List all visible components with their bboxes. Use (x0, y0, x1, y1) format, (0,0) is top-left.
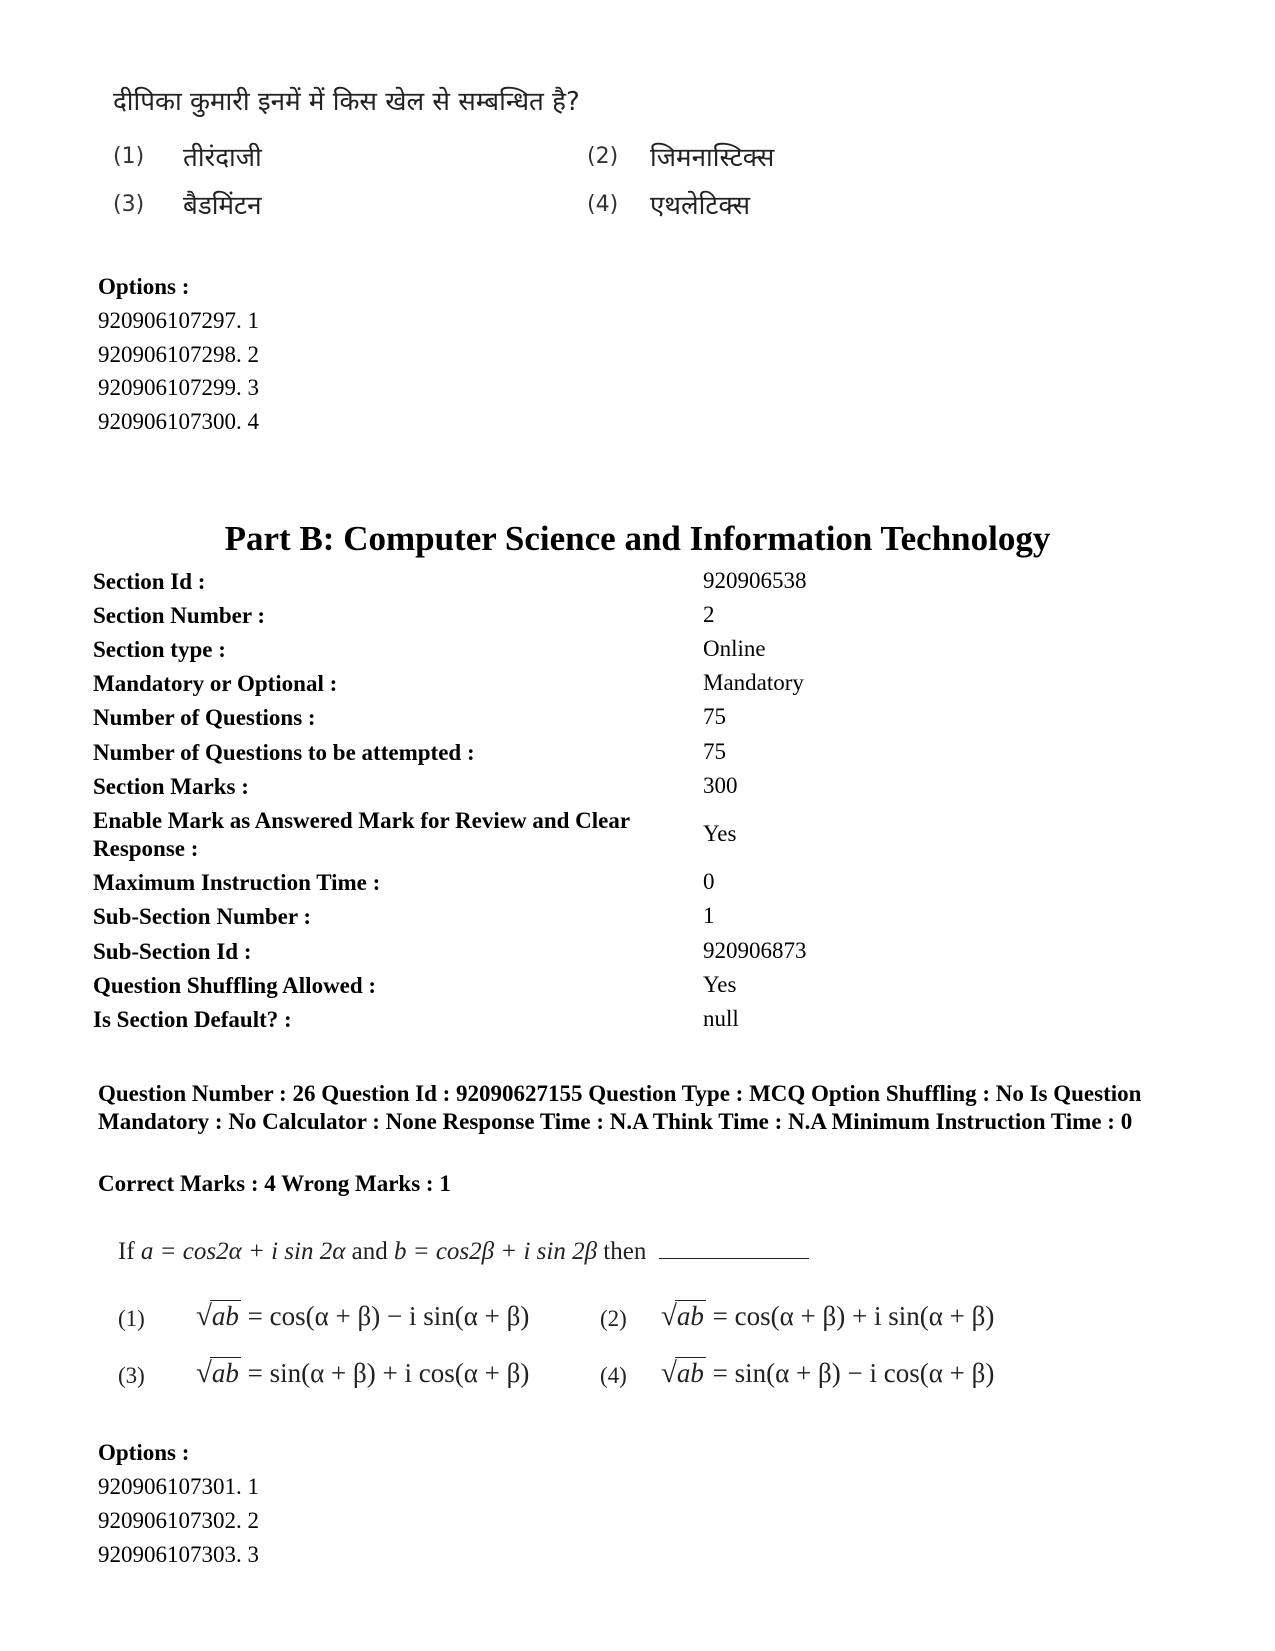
math-choice-rhs: = sin(α + β) − i cos(α + β) (712, 1358, 995, 1388)
math-question (118, 1238, 809, 1266)
choice-number: (1) (113, 144, 145, 169)
math-question-suffix: then (603, 1238, 647, 1265)
option-item: 920906107302. 2 (98, 1508, 259, 1533)
option-item: 920906107300. 4 (98, 409, 259, 434)
section-info-key: Sub-Section Number : (93, 904, 312, 929)
section-info-value: 920906538 (703, 568, 807, 593)
section-info-key: Sub-Section Id : (93, 939, 252, 964)
math-choice (196, 1357, 529, 1390)
question-meta: Question Number : 26 Question Id : 92090627155 Question Type : MCQ Option Shuffling : No Is Question Mandatory : No Calculator : None Response Time : N.A Think Time : N.A Minimum Instruction Time : 0 (98, 1081, 1142, 1134)
options-label: Options : (98, 274, 190, 299)
section-info-key: Number of Questions : (93, 705, 316, 730)
choice-text: बैडमिंटन (183, 191, 262, 221)
section-info-value: Mandatory (703, 670, 804, 695)
radicand: ab (211, 1358, 239, 1388)
math-choice-number: (4) (600, 1363, 627, 1388)
radicand: ab (676, 1358, 704, 1388)
math-choice (661, 1300, 994, 1333)
math-choice-rhs: = cos(α + β) + i sin(α + β) (712, 1301, 995, 1331)
radicand: ab (211, 1301, 239, 1331)
choice-text: एथलेटिक्स (650, 191, 751, 221)
math-choice-rhs: = sin(α + β) + i cos(α + β) (247, 1358, 530, 1388)
radical-icon: √ (661, 1300, 677, 1332)
section-info-key: Enable Mark as Answered Mark for Review and Clear Response : (93, 808, 630, 861)
math-choice (661, 1357, 994, 1390)
section-info-value: Yes (703, 821, 737, 846)
option-item: 920906107303. 3 (98, 1542, 259, 1567)
choice-number: (3) (113, 192, 145, 217)
radicand: ab (676, 1301, 704, 1331)
choice-text: तीरंदाजी (183, 143, 262, 173)
section-info-key: Section Marks : (93, 774, 249, 799)
section-info-value: null (703, 1006, 739, 1031)
section-info-value: 920906873 (703, 938, 807, 963)
option-item: 920906107301. 1 (98, 1474, 259, 1499)
math-choice-number: (2) (600, 1306, 627, 1331)
math-choice-number: (3) (118, 1363, 145, 1388)
radical-icon: √ (661, 1357, 677, 1389)
section-info-value: 300 (703, 773, 738, 798)
section-info-key: Is Section Default? : (93, 1007, 292, 1032)
option-item: 920906107299. 3 (98, 375, 259, 400)
part-title: Part B: Computer Science and Information Technology (224, 519, 1051, 558)
section-info-value: Yes (703, 972, 737, 997)
section-info-key: Section Id : (93, 569, 206, 594)
options-label: Options : (98, 1440, 190, 1465)
answer-blank (659, 1258, 809, 1259)
section-info-value: 75 (703, 739, 726, 764)
section-info-value: 75 (703, 704, 726, 729)
choice-number: (2) (587, 144, 619, 169)
section-info-value: 0 (703, 869, 715, 894)
hindi-question-text: दीपिका कुमारी इनमें में किस खेल से सम्बन्धित है? (113, 87, 580, 117)
math-b-expression: b = cos2β + i sin 2β (393, 1238, 598, 1265)
section-info-key: Number of Questions to be attempted : (93, 740, 475, 765)
question-marks: Correct Marks : 4 Wrong Marks : 1 (98, 1171, 451, 1196)
math-choice-number: (1) (118, 1306, 145, 1331)
math-a-expression: a = cos2α + i sin 2α (140, 1238, 346, 1265)
option-item: 920906107297. 1 (98, 308, 259, 333)
section-info-key: Maximum Instruction Time : (93, 870, 381, 895)
section-info-value: 1 (703, 903, 715, 928)
section-info-value: Online (703, 636, 766, 661)
choice-number: (4) (587, 192, 619, 217)
section-info-key: Mandatory or Optional : (93, 671, 338, 696)
math-choice (196, 1300, 529, 1333)
math-question-prefix: If (118, 1238, 135, 1265)
option-item: 920906107298. 2 (98, 342, 259, 367)
section-info-key: Section Number : (93, 603, 266, 628)
radical-icon: √ (196, 1357, 212, 1389)
radical-icon: √ (196, 1300, 212, 1332)
math-question-and: and (351, 1238, 388, 1265)
choice-text: जिमनास्टिक्स (650, 143, 775, 173)
section-info-value: 2 (703, 602, 715, 627)
section-info-key: Section type : (93, 637, 226, 662)
math-choice-rhs: = cos(α + β) − i sin(α + β) (247, 1301, 530, 1331)
section-info-key: Question Shuffling Allowed : (93, 973, 377, 998)
